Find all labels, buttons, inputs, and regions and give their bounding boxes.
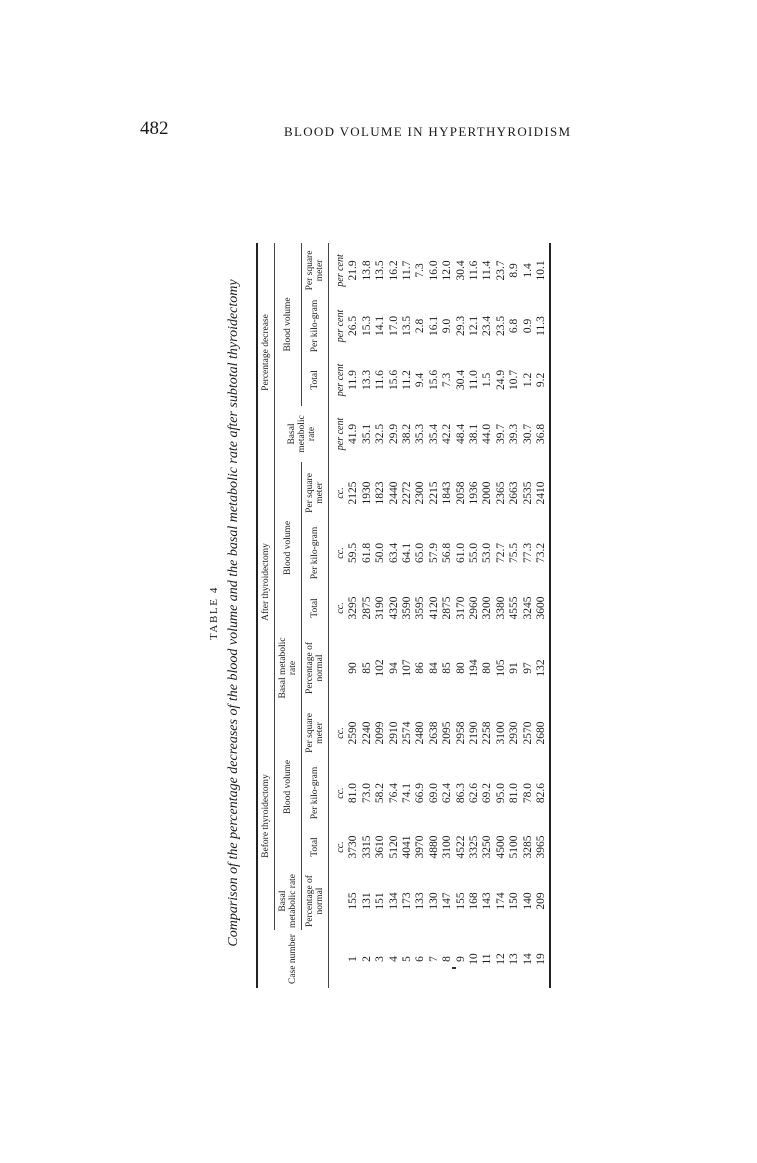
table-cell: 17.0 bbox=[387, 315, 400, 337]
table-cell: 62.6 bbox=[468, 782, 481, 804]
table-cell: 35.1 bbox=[360, 423, 373, 445]
table-cell: 2930 bbox=[508, 721, 521, 745]
col-header: Total bbox=[302, 354, 329, 406]
table-cell: 1936 bbox=[468, 481, 481, 505]
table-cell: 26.5 bbox=[347, 315, 360, 337]
units-cell: cc. bbox=[335, 547, 346, 559]
table-cell: 10.1 bbox=[535, 243, 549, 298]
percentage-decrease-header: Percentage decrease bbox=[257, 243, 275, 462]
case-number-cell: 14 bbox=[521, 953, 534, 965]
table-cell: 81.0 bbox=[508, 782, 521, 804]
table-cell: 0.9 bbox=[521, 318, 534, 334]
table-cell: 2590 bbox=[347, 721, 360, 745]
table-cell: 2215 bbox=[427, 481, 440, 505]
table-cell: 44.0 bbox=[481, 423, 494, 445]
table-cell: 2240 bbox=[360, 721, 373, 745]
col-header: Per square meter bbox=[302, 462, 329, 524]
table-cell: 13.8 bbox=[360, 260, 373, 281]
table-cell: 4555 bbox=[508, 596, 521, 620]
table-cell: 4320 bbox=[387, 596, 400, 620]
table-cell: 4500 bbox=[494, 835, 507, 859]
table-cell: 1843 bbox=[441, 481, 454, 505]
table-cell: 3590 bbox=[401, 596, 414, 620]
case-number-cell: 19 bbox=[535, 930, 549, 988]
table-cell: 2638 bbox=[427, 721, 440, 745]
table-cell: 38.1 bbox=[468, 423, 481, 445]
table-cell: 30.7 bbox=[521, 423, 534, 445]
table-cell: 42.2 bbox=[441, 423, 454, 445]
blood-volume-before-header: Blood volume bbox=[275, 702, 302, 872]
table-cell: 1823 bbox=[374, 481, 387, 505]
table-cell: 21.9 bbox=[347, 260, 360, 281]
table-cell: 2570 bbox=[521, 721, 534, 745]
table-cell: 11.0 bbox=[468, 370, 481, 390]
table-cell: 80 bbox=[454, 662, 467, 674]
col-header: Per square meter bbox=[302, 702, 329, 764]
table-cell: 2258 bbox=[481, 721, 494, 745]
table-cell: 3730 bbox=[347, 835, 360, 859]
table-row bbox=[481, 243, 494, 988]
table-row bbox=[441, 243, 454, 988]
case-number-cell: 2 bbox=[360, 956, 373, 962]
table-cell: 11.9 bbox=[347, 370, 360, 390]
table-cell: 2958 bbox=[454, 721, 467, 745]
table-cell: 57.9 bbox=[427, 542, 440, 564]
table-cell: 86 bbox=[414, 662, 427, 674]
table-cell: 3610 bbox=[374, 835, 387, 859]
table-cell: 3965 bbox=[535, 822, 549, 872]
table-cell: 168 bbox=[468, 892, 481, 910]
table-cell: 3245 bbox=[521, 596, 534, 620]
table-cell: 61.0 bbox=[454, 542, 467, 564]
table-cell: 75.5 bbox=[508, 542, 521, 564]
table-cell: 69.2 bbox=[481, 782, 494, 804]
table-cell: 155 bbox=[454, 892, 467, 910]
table-cell: 2099 bbox=[374, 721, 387, 745]
table-cell: 2480 bbox=[414, 721, 427, 745]
table-cell: 2365 bbox=[494, 481, 507, 505]
table-cell: 95.0 bbox=[494, 782, 507, 804]
case-number-cell: 10 bbox=[468, 953, 481, 965]
table-cell: 130 bbox=[427, 892, 440, 910]
bmr-decrease-header: Basal metabolic rate bbox=[275, 406, 329, 462]
table-cell: 1930 bbox=[360, 481, 373, 505]
table-row bbox=[428, 243, 441, 988]
table-cell: 12.1 bbox=[468, 315, 481, 337]
table-row bbox=[347, 243, 360, 988]
table-cell: 4522 bbox=[454, 835, 467, 859]
table-cell: 16.1 bbox=[427, 315, 440, 337]
table-cell: 3170 bbox=[454, 596, 467, 620]
table-cell: 23.4 bbox=[481, 315, 494, 337]
table-cell: 107 bbox=[401, 659, 414, 677]
case-number-cell: 8 bbox=[441, 956, 454, 962]
table-cell: 150 bbox=[508, 892, 521, 910]
case-number-cell: 3 bbox=[374, 956, 387, 962]
table-row bbox=[468, 243, 481, 988]
table-cell: 2300 bbox=[414, 481, 427, 505]
table-cell: 151 bbox=[374, 892, 387, 910]
table-cell: 174 bbox=[494, 892, 507, 910]
table-cell: 2574 bbox=[401, 721, 414, 745]
table-cell: 23.7 bbox=[494, 260, 507, 281]
table-cell: 11.2 bbox=[401, 370, 414, 390]
table-cell: 12.0 bbox=[441, 260, 454, 281]
table-cell: 9.0 bbox=[441, 318, 454, 334]
table-row bbox=[401, 243, 414, 988]
table-cell: 131 bbox=[360, 892, 373, 910]
table-cell: 10.7 bbox=[508, 369, 521, 391]
table-cell: 133 bbox=[414, 892, 427, 910]
table-cell: 5120 bbox=[387, 835, 400, 859]
table-cell: 209 bbox=[535, 872, 549, 930]
col-header: Total bbox=[302, 822, 329, 872]
units-cell: cc. bbox=[335, 487, 346, 499]
units-cell: per cent bbox=[335, 417, 346, 451]
case-number-cell: 13 bbox=[508, 953, 521, 965]
table-cell: 3285 bbox=[521, 835, 534, 859]
blood-volume-after-header: Blood volume bbox=[275, 462, 302, 634]
table-cell: 66.9 bbox=[414, 782, 427, 804]
table-body bbox=[329, 243, 550, 988]
table-cell: 81.0 bbox=[347, 782, 360, 804]
case-number-cell: 12 bbox=[494, 953, 507, 965]
table-cell: 11.7 bbox=[401, 260, 414, 281]
col-header: Per kilo-gram bbox=[302, 764, 329, 822]
units-cell bbox=[329, 634, 348, 702]
table-cell: 2875 bbox=[360, 596, 373, 620]
units-cell: cc. bbox=[335, 727, 346, 739]
table-cell: 3315 bbox=[360, 835, 373, 859]
table-cell: 7.3 bbox=[441, 372, 454, 388]
table-cell: 2875 bbox=[441, 596, 454, 620]
table-cell: 3295 bbox=[347, 596, 360, 620]
table-cell: 2.8 bbox=[414, 318, 427, 334]
units-row bbox=[329, 243, 348, 988]
table-cell: 7.3 bbox=[414, 263, 427, 278]
table-label: TABLE 4 bbox=[208, 586, 220, 641]
table-cell: 11.6 bbox=[374, 370, 387, 390]
table-cell: 3600 bbox=[535, 582, 549, 634]
table-cell: 58.2 bbox=[374, 782, 387, 804]
table-cell: 134 bbox=[387, 892, 400, 910]
after-thyroidectomy-header: After thyroidectomy bbox=[257, 462, 275, 702]
table-cell: 73.2 bbox=[535, 524, 549, 582]
col-header: Percentage of normal bbox=[302, 634, 329, 702]
table-cell: 41.9 bbox=[347, 423, 360, 445]
table-cell: 91 bbox=[508, 662, 521, 674]
table-cell: 65.0 bbox=[414, 542, 427, 564]
table-cell: 35.4 bbox=[427, 423, 440, 445]
table-cell: 3250 bbox=[481, 835, 494, 859]
table-cell: 29.3 bbox=[454, 315, 467, 337]
table-cell: 140 bbox=[521, 892, 534, 910]
table-cell: 64.1 bbox=[401, 542, 414, 564]
bmr-after-header: Basal metabolic rate bbox=[275, 634, 302, 702]
running-head: BLOOD VOLUME IN HYPERTHYROIDISM bbox=[284, 124, 572, 139]
table-cell: 2190 bbox=[468, 721, 481, 745]
table-row bbox=[495, 243, 508, 988]
table-cell: 15.6 bbox=[427, 369, 440, 391]
table-cell: 39.3 bbox=[508, 423, 521, 445]
table-cell: 2663 bbox=[508, 481, 521, 505]
table-cell: 147 bbox=[441, 892, 454, 910]
table-cell: 2410 bbox=[535, 462, 549, 524]
table-cell: 36.8 bbox=[535, 406, 549, 462]
data-table bbox=[256, 243, 551, 988]
table-cell: 2000 bbox=[481, 481, 494, 505]
table-row bbox=[361, 243, 374, 988]
table-cell: 2125 bbox=[347, 481, 360, 505]
table-cell: 78.0 bbox=[521, 782, 534, 804]
table-cell: 69.0 bbox=[427, 782, 440, 804]
table-cell: 9.2 bbox=[535, 354, 549, 406]
case-number-header: Case number bbox=[257, 930, 329, 988]
table-cell: 105 bbox=[494, 659, 507, 677]
table-cell: 2272 bbox=[401, 481, 414, 505]
units-cell: cc. bbox=[335, 787, 346, 799]
table-cell: 73.0 bbox=[360, 782, 373, 804]
units-cell: per cent bbox=[335, 309, 346, 343]
table-cell: 13.5 bbox=[374, 260, 387, 281]
table-cell: 2910 bbox=[387, 721, 400, 745]
table-cell: 5100 bbox=[508, 835, 521, 859]
table-cell: 77.3 bbox=[521, 542, 534, 564]
table-cell: 85 bbox=[360, 662, 373, 674]
table-cell: 55.0 bbox=[468, 542, 481, 564]
table-cell: 74.1 bbox=[401, 782, 414, 804]
case-number-cell: 4 bbox=[387, 956, 400, 962]
table-cell: 3325 bbox=[468, 835, 481, 859]
table-cell: 32.5 bbox=[374, 423, 387, 445]
table-cell: 3380 bbox=[494, 596, 507, 620]
table-cell: 3200 bbox=[481, 596, 494, 620]
table-cell: 59.5 bbox=[347, 542, 360, 564]
table-cell: 23.5 bbox=[494, 315, 507, 337]
table-cell: 102 bbox=[374, 659, 387, 677]
page-number: 482 bbox=[140, 118, 169, 139]
table-cell: 3100 bbox=[441, 835, 454, 859]
units-cell bbox=[329, 930, 348, 988]
table-cell: 29.9 bbox=[387, 423, 400, 445]
col-header: Per kilo-gram bbox=[302, 298, 329, 354]
units-cell: cc. bbox=[335, 602, 346, 614]
table-cell: 50.0 bbox=[374, 542, 387, 564]
table-cell: 56.8 bbox=[441, 542, 454, 564]
table-cell: 1.5 bbox=[481, 372, 494, 388]
table-cell: 97 bbox=[521, 662, 534, 674]
table-cell: 11.4 bbox=[481, 260, 494, 281]
table-row bbox=[374, 243, 387, 988]
case-number-cell: 7 bbox=[427, 956, 440, 962]
table-row bbox=[455, 243, 468, 988]
table-cell: 13.5 bbox=[401, 315, 414, 337]
table-cell: 84 bbox=[427, 662, 440, 674]
table-cell: 143 bbox=[481, 892, 494, 910]
case-number-cell: 6 bbox=[414, 956, 427, 962]
table-cell: 61.8 bbox=[360, 542, 373, 564]
rotated-table-block bbox=[208, 238, 628, 988]
table-cell: 132 bbox=[535, 634, 549, 702]
table-cell: 3190 bbox=[374, 596, 387, 620]
table-cell: 2535 bbox=[521, 481, 534, 505]
table-cell: 1.2 bbox=[521, 372, 534, 388]
table-row bbox=[414, 243, 427, 988]
table-cell: 90 bbox=[347, 662, 360, 674]
table-cell: 6.8 bbox=[508, 318, 521, 334]
table-cell: 38.2 bbox=[401, 423, 414, 445]
table-cell: 14.1 bbox=[374, 315, 387, 337]
table-cell: 194 bbox=[468, 659, 481, 677]
table-cell: 2440 bbox=[387, 481, 400, 505]
case-number-cell: 5 bbox=[401, 956, 414, 962]
table-cell: 94 bbox=[387, 662, 400, 674]
table-cell: 39.7 bbox=[494, 423, 507, 445]
table-cell: 15.6 bbox=[387, 369, 400, 391]
table-cell: 80 bbox=[481, 662, 494, 674]
table-cell: 9.4 bbox=[414, 372, 427, 388]
table-cell: 3100 bbox=[494, 721, 507, 745]
table-cell: 13.3 bbox=[360, 369, 373, 391]
table-cell: 16.0 bbox=[427, 260, 440, 281]
table-cell: 155 bbox=[347, 892, 360, 910]
table-cell: 173 bbox=[401, 892, 414, 910]
bmr-before-header: Basal metabolic rate bbox=[275, 872, 302, 930]
table-cell: 2058 bbox=[454, 481, 467, 505]
case-number-cell: 1 bbox=[347, 956, 360, 962]
col-header: Percentage of normal bbox=[302, 872, 329, 930]
table-row bbox=[522, 243, 535, 988]
table-row bbox=[388, 243, 401, 988]
table-cell: 2095 bbox=[441, 721, 454, 745]
table-cell: 24.9 bbox=[494, 369, 507, 391]
table-cell: 85 bbox=[441, 662, 454, 674]
units-cell: cc. bbox=[335, 841, 346, 853]
table-cell: 72.7 bbox=[494, 542, 507, 564]
units-cell: per cent bbox=[335, 254, 346, 287]
table-cell: 8.9 bbox=[508, 263, 521, 278]
before-thyroidectomy-header: Before thyroidectomy bbox=[257, 702, 275, 930]
table-cell: 4880 bbox=[427, 835, 440, 859]
table-cell: 76.4 bbox=[387, 782, 400, 804]
col-header: Per square meter bbox=[302, 243, 329, 298]
col-header: Per kilo-gram bbox=[302, 524, 329, 582]
table-cell: 35.3 bbox=[414, 423, 427, 445]
table-cell: 3970 bbox=[414, 835, 427, 859]
table-row bbox=[508, 243, 521, 988]
table-cell: 15.3 bbox=[360, 315, 373, 337]
units-cell: per cent bbox=[335, 363, 346, 397]
table-caption: Comparison of the percentage decreases of the blood volume and the basal metabolic rate after subtotal thyroidectomy bbox=[226, 279, 241, 947]
table-cell: 86.3 bbox=[454, 782, 467, 804]
table-cell: 4120 bbox=[427, 596, 440, 620]
table-cell: 2680 bbox=[535, 702, 549, 764]
table-cell: 82.6 bbox=[535, 764, 549, 822]
table-cell: 2960 bbox=[468, 596, 481, 620]
table-cell: 11.3 bbox=[535, 298, 549, 354]
case-number-cell: 11 bbox=[481, 953, 494, 965]
table-cell: 16.2 bbox=[387, 260, 400, 281]
table-cell: 1.4 bbox=[521, 263, 534, 278]
table-cell: 4041 bbox=[401, 835, 414, 859]
col-header: Total bbox=[302, 582, 329, 634]
table-cell: 11.6 bbox=[468, 260, 481, 281]
table-cell: 48.4 bbox=[454, 423, 467, 445]
table-row bbox=[535, 243, 549, 988]
units-cell bbox=[329, 872, 348, 930]
table-cell: 30.4 bbox=[454, 369, 467, 391]
table-cell: 53.0 bbox=[481, 542, 494, 564]
case-number-cell: 9 bbox=[454, 956, 467, 962]
table-cell: 62.4 bbox=[441, 782, 454, 804]
blood-volume-decrease-header: Blood volume bbox=[275, 243, 302, 406]
table-cell: 3595 bbox=[414, 596, 427, 620]
table-cell: 63.4 bbox=[387, 542, 400, 564]
table-cell: 30.4 bbox=[454, 260, 467, 281]
